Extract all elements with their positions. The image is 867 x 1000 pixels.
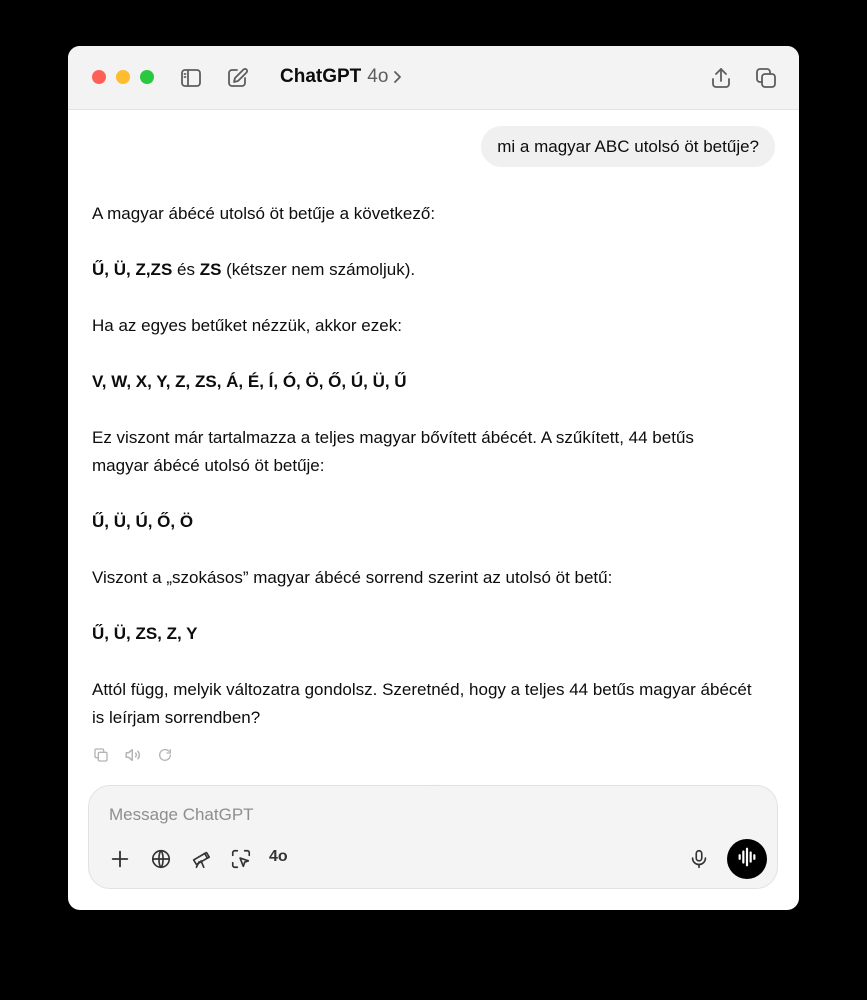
- microphone-icon[interactable]: [686, 846, 712, 872]
- chatgpt-window: [68, 46, 799, 910]
- cursor-select-icon[interactable]: [228, 846, 254, 872]
- voice-waveform-icon: [736, 846, 758, 873]
- answer-paragraph: Viszont a „szokásos” magyar ábécé sorrend szerint az utolsó öt betű:: [92, 568, 613, 587]
- text-connector: és: [172, 260, 200, 279]
- message-input[interactable]: [107, 802, 671, 828]
- globe-icon[interactable]: [148, 846, 174, 872]
- bold-letter-list: Ű, Ü, ZS, Z, Y: [92, 624, 198, 643]
- answer-letter-list: [92, 620, 752, 648]
- answer-paragraph: Ez viszont már tartalmazza a teljes magyar bővített ábécét. A szűkített, 44 betűs magyar ábécé utolsó öt betűje:: [92, 428, 694, 475]
- model-name: 4o: [367, 66, 389, 87]
- bold-letter-list: V, W, X, Y, Z, ZS, Á, É, Í, Ó, Ö, Ő, Ú, Ü, Ű: [92, 372, 407, 391]
- copy-icon[interactable]: [92, 746, 110, 764]
- share-icon[interactable]: [708, 65, 734, 91]
- voice-mode-button[interactable]: [727, 839, 767, 879]
- speaker-icon[interactable]: [124, 746, 142, 764]
- plus-icon[interactable]: [107, 846, 133, 872]
- model-selector[interactable]: [280, 66, 402, 88]
- telescope-icon[interactable]: [188, 846, 214, 872]
- minimize-window-button[interactable]: [116, 70, 130, 84]
- answer-closing: Attól függ, melyik változatra gondolsz. Szeretnéd, hogy a teljes 44 betűs magyar ábécét is leírjam sorrendben?: [92, 680, 752, 727]
- answer-intro: A magyar ábécé utolsó öt betűje a következő:: [92, 204, 436, 223]
- message-composer: [88, 785, 778, 889]
- model-badge[interactable]: 4o: [269, 848, 288, 865]
- bold-letter: ZS: [199, 260, 222, 279]
- assistant-message: [92, 200, 752, 760]
- close-window-button[interactable]: [92, 70, 106, 84]
- conversation-area[interactable]: [68, 110, 799, 780]
- title-bar: [68, 46, 799, 110]
- bold-letter-list: Ű, Ü, Ú, Ő, Ö: [92, 512, 194, 531]
- message-actions: [92, 746, 174, 764]
- sidebar-toggle-icon[interactable]: [178, 65, 204, 91]
- text-note: (kétszer nem számoljuk).: [221, 260, 416, 279]
- zoom-window-button[interactable]: [140, 70, 154, 84]
- chevron-right-icon: [392, 70, 402, 84]
- refresh-icon[interactable]: [156, 746, 174, 764]
- bold-letters: Ű, Ü, Z,ZS: [92, 260, 173, 279]
- answer-letter-list: [92, 508, 752, 536]
- answer-letters-line: [92, 256, 752, 284]
- new-window-icon[interactable]: [753, 65, 779, 91]
- answer-paragraph: Ha az egyes betűket nézzük, akkor ezek:: [92, 316, 402, 335]
- answer-letter-list: [92, 368, 752, 396]
- new-chat-icon[interactable]: [224, 65, 250, 91]
- user-message: mi a magyar ABC utolsó öt betűje?: [481, 126, 775, 167]
- app-name: ChatGPT: [280, 66, 362, 87]
